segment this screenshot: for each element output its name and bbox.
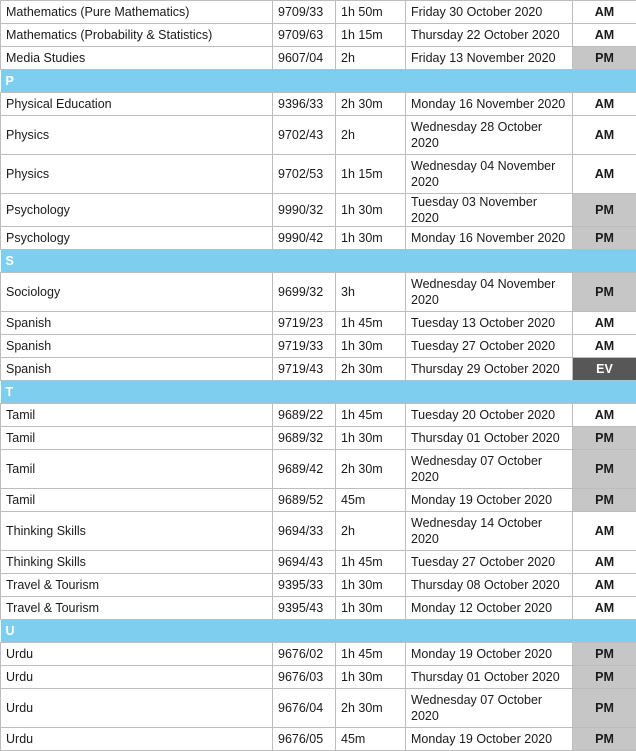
table-row bbox=[1, 427, 636, 450]
duration-cell: 1h 30m bbox=[336, 427, 406, 450]
component-code-cell: 9396/33 bbox=[273, 93, 336, 116]
date-cell: Monday 12 October 2020 bbox=[406, 597, 573, 620]
date-cell: Friday 13 November 2020 bbox=[406, 47, 573, 70]
section-letter: P bbox=[1, 70, 636, 93]
date-cell: Monday 16 November 2020 bbox=[406, 227, 573, 250]
subject-cell: Psychology bbox=[1, 227, 273, 250]
session-cell: AM bbox=[573, 116, 636, 155]
duration-cell: 2h bbox=[336, 116, 406, 155]
session-cell: EV bbox=[573, 358, 636, 381]
table-row bbox=[1, 116, 636, 155]
component-code-cell: 9395/43 bbox=[273, 597, 336, 620]
session-cell: PM bbox=[573, 227, 636, 250]
session-cell: AM bbox=[573, 597, 636, 620]
session-cell: PM bbox=[573, 47, 636, 70]
date-cell: Monday 19 October 2020 bbox=[406, 643, 573, 666]
component-code-cell: 9689/32 bbox=[273, 427, 336, 450]
component-code-cell: 9702/43 bbox=[273, 116, 336, 155]
subject-cell: Urdu bbox=[1, 666, 273, 689]
section-header bbox=[1, 70, 636, 93]
table-row bbox=[1, 689, 636, 728]
subject-cell: Thinking Skills bbox=[1, 512, 273, 551]
component-code-cell: 9607/04 bbox=[273, 47, 336, 70]
subject-cell: Travel & Tourism bbox=[1, 574, 273, 597]
session-cell: PM bbox=[573, 450, 636, 489]
duration-cell: 1h 30m bbox=[336, 597, 406, 620]
table-row bbox=[1, 155, 636, 194]
table-row bbox=[1, 358, 636, 381]
component-code-cell: 9694/33 bbox=[273, 512, 336, 551]
component-code-cell: 9689/52 bbox=[273, 489, 336, 512]
section-header bbox=[1, 620, 636, 643]
subject-cell: Physics bbox=[1, 116, 273, 155]
component-code-cell: 9719/23 bbox=[273, 312, 336, 335]
date-cell: Thursday 22 October 2020 bbox=[406, 24, 573, 47]
subject-cell: Mathematics (Probability & Statistics) bbox=[1, 24, 273, 47]
table-row bbox=[1, 666, 636, 689]
component-code-cell: 9990/32 bbox=[273, 194, 336, 227]
subject-cell: Spanish bbox=[1, 312, 273, 335]
subject-cell: Mathematics (Pure Mathematics) bbox=[1, 1, 273, 24]
table-row bbox=[1, 273, 636, 312]
date-cell: Monday 19 October 2020 bbox=[406, 728, 573, 751]
section-header bbox=[1, 381, 636, 404]
date-cell: Tuesday 03 November 2020 bbox=[406, 194, 573, 227]
subject-cell: Sociology bbox=[1, 273, 273, 312]
component-code-cell: 9676/04 bbox=[273, 689, 336, 728]
component-code-cell: 9709/63 bbox=[273, 24, 336, 47]
session-cell: PM bbox=[573, 689, 636, 728]
component-code-cell: 9676/02 bbox=[273, 643, 336, 666]
table-row bbox=[1, 335, 636, 358]
duration-cell: 1h 50m bbox=[336, 1, 406, 24]
table-row bbox=[1, 227, 636, 250]
subject-cell: Urdu bbox=[1, 728, 273, 751]
session-cell: AM bbox=[573, 93, 636, 116]
session-cell: PM bbox=[573, 489, 636, 512]
duration-cell: 1h 45m bbox=[336, 551, 406, 574]
subject-cell: Physics bbox=[1, 155, 273, 194]
component-code-cell: 9709/33 bbox=[273, 1, 336, 24]
session-cell: PM bbox=[573, 273, 636, 312]
table-row bbox=[1, 24, 636, 47]
duration-cell: 1h 30m bbox=[336, 194, 406, 227]
date-cell: Wednesday 04 November 2020 bbox=[406, 155, 573, 194]
component-code-cell: 9702/53 bbox=[273, 155, 336, 194]
subject-cell: Psychology bbox=[1, 194, 273, 227]
component-code-cell: 9676/05 bbox=[273, 728, 336, 751]
session-cell: PM bbox=[573, 194, 636, 227]
subject-cell: Physical Education bbox=[1, 93, 273, 116]
subject-cell: Urdu bbox=[1, 689, 273, 728]
session-cell: AM bbox=[573, 24, 636, 47]
duration-cell: 1h 45m bbox=[336, 643, 406, 666]
date-cell: Tuesday 20 October 2020 bbox=[406, 404, 573, 427]
session-cell: PM bbox=[573, 643, 636, 666]
session-cell: AM bbox=[573, 574, 636, 597]
table-row bbox=[1, 450, 636, 489]
date-cell: Wednesday 07 October 2020 bbox=[406, 450, 573, 489]
session-cell: PM bbox=[573, 427, 636, 450]
subject-cell: Spanish bbox=[1, 358, 273, 381]
subject-cell: Thinking Skills bbox=[1, 551, 273, 574]
table-row bbox=[1, 643, 636, 666]
session-cell: AM bbox=[573, 404, 636, 427]
component-code-cell: 9676/03 bbox=[273, 666, 336, 689]
duration-cell: 2h 30m bbox=[336, 689, 406, 728]
date-cell: Thursday 29 October 2020 bbox=[406, 358, 573, 381]
timetable-body bbox=[1, 1, 636, 751]
date-cell: Friday 30 October 2020 bbox=[406, 1, 573, 24]
duration-cell: 45m bbox=[336, 489, 406, 512]
subject-cell: Tamil bbox=[1, 489, 273, 512]
date-cell: Thursday 08 October 2020 bbox=[406, 574, 573, 597]
date-cell: Wednesday 04 November 2020 bbox=[406, 273, 573, 312]
date-cell: Thursday 01 October 2020 bbox=[406, 666, 573, 689]
subject-cell: Tamil bbox=[1, 427, 273, 450]
table-row bbox=[1, 312, 636, 335]
session-cell: AM bbox=[573, 512, 636, 551]
session-cell: AM bbox=[573, 1, 636, 24]
subject-cell: Media Studies bbox=[1, 47, 273, 70]
date-cell: Tuesday 27 October 2020 bbox=[406, 335, 573, 358]
component-code-cell: 9689/42 bbox=[273, 450, 336, 489]
session-cell: AM bbox=[573, 312, 636, 335]
table-row bbox=[1, 597, 636, 620]
date-cell: Tuesday 27 October 2020 bbox=[406, 551, 573, 574]
table-row bbox=[1, 489, 636, 512]
session-cell: AM bbox=[573, 335, 636, 358]
component-code-cell: 9699/32 bbox=[273, 273, 336, 312]
table-row bbox=[1, 194, 636, 227]
duration-cell: 1h 30m bbox=[336, 227, 406, 250]
component-code-cell: 9719/43 bbox=[273, 358, 336, 381]
session-cell: AM bbox=[573, 155, 636, 194]
date-cell: Wednesday 07 October 2020 bbox=[406, 689, 573, 728]
subject-cell: Urdu bbox=[1, 643, 273, 666]
duration-cell: 1h 30m bbox=[336, 666, 406, 689]
subject-cell: Tamil bbox=[1, 404, 273, 427]
duration-cell: 1h 45m bbox=[336, 404, 406, 427]
section-letter: S bbox=[1, 250, 636, 273]
duration-cell: 2h 30m bbox=[336, 93, 406, 116]
subject-cell: Travel & Tourism bbox=[1, 597, 273, 620]
duration-cell: 1h 30m bbox=[336, 335, 406, 358]
subject-cell: Tamil bbox=[1, 450, 273, 489]
session-cell: PM bbox=[573, 728, 636, 751]
date-cell: Wednesday 14 October 2020 bbox=[406, 512, 573, 551]
duration-cell: 1h 15m bbox=[336, 155, 406, 194]
section-letter: U bbox=[1, 620, 636, 643]
section-letter: T bbox=[1, 381, 636, 404]
table-row bbox=[1, 574, 636, 597]
duration-cell: 2h bbox=[336, 512, 406, 551]
component-code-cell: 9719/33 bbox=[273, 335, 336, 358]
table-row bbox=[1, 404, 636, 427]
component-code-cell: 9694/43 bbox=[273, 551, 336, 574]
duration-cell: 1h 45m bbox=[336, 312, 406, 335]
table-row bbox=[1, 551, 636, 574]
date-cell: Thursday 01 October 2020 bbox=[406, 427, 573, 450]
table-row bbox=[1, 728, 636, 751]
table-row bbox=[1, 1, 636, 24]
date-cell: Monday 19 October 2020 bbox=[406, 489, 573, 512]
component-code-cell: 9990/42 bbox=[273, 227, 336, 250]
date-cell: Wednesday 28 October 2020 bbox=[406, 116, 573, 155]
table-row bbox=[1, 47, 636, 70]
session-cell: PM bbox=[573, 666, 636, 689]
duration-cell: 1h 15m bbox=[336, 24, 406, 47]
table-row bbox=[1, 512, 636, 551]
subject-cell: Spanish bbox=[1, 335, 273, 358]
table-row bbox=[1, 93, 636, 116]
duration-cell: 2h 30m bbox=[336, 358, 406, 381]
component-code-cell: 9395/33 bbox=[273, 574, 336, 597]
section-header bbox=[1, 250, 636, 273]
date-cell: Tuesday 13 October 2020 bbox=[406, 312, 573, 335]
date-cell: Monday 16 November 2020 bbox=[406, 93, 573, 116]
duration-cell: 3h bbox=[336, 273, 406, 312]
duration-cell: 45m bbox=[336, 728, 406, 751]
duration-cell: 2h bbox=[336, 47, 406, 70]
session-cell: AM bbox=[573, 551, 636, 574]
duration-cell: 2h 30m bbox=[336, 450, 406, 489]
duration-cell: 1h 30m bbox=[336, 574, 406, 597]
component-code-cell: 9689/22 bbox=[273, 404, 336, 427]
